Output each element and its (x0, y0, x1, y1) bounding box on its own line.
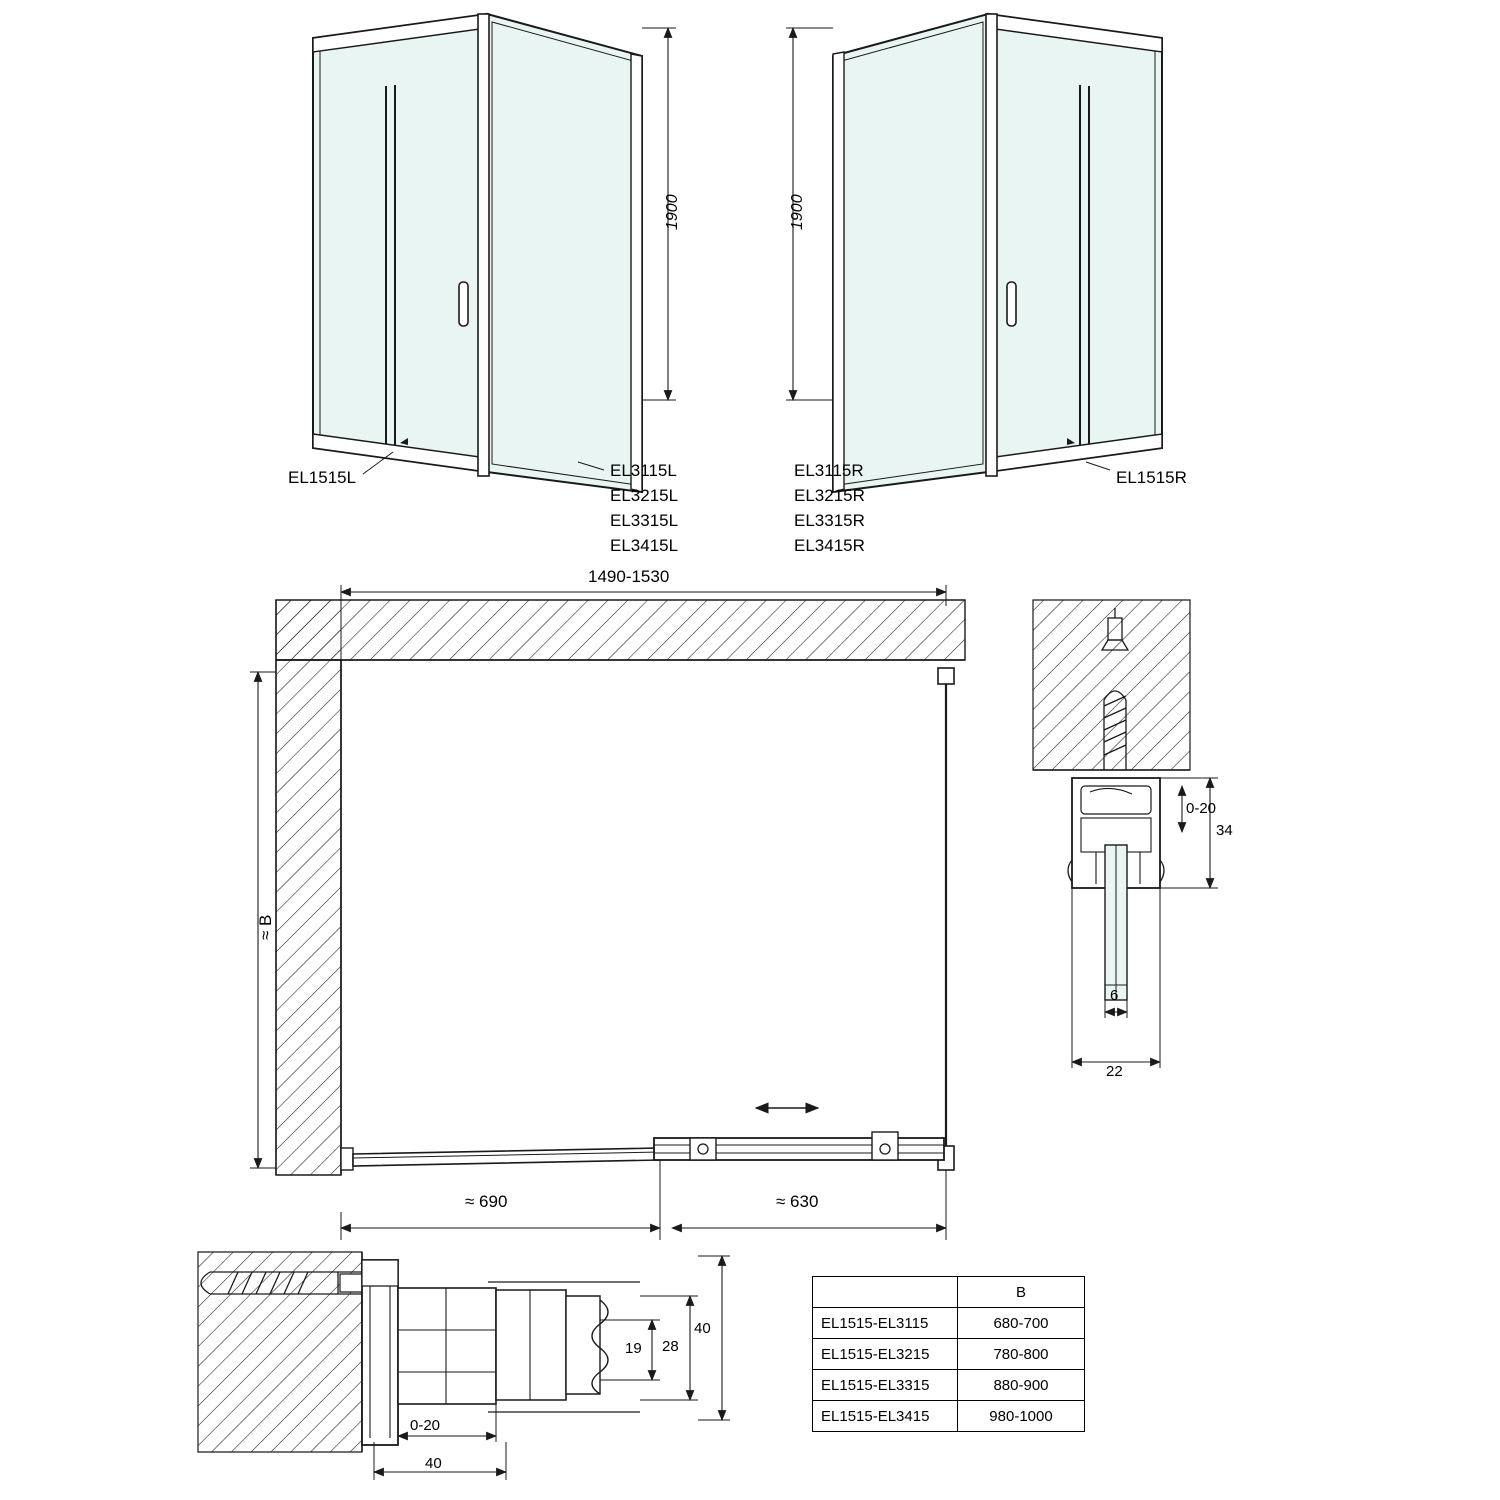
section-outer-dim: 40 (694, 1320, 711, 1337)
iso-left-label-el3215l: EL3215L (610, 486, 679, 505)
table-row (813, 1370, 1085, 1401)
table-cell-model: EL1515-EL3115 (813, 1308, 958, 1339)
iso-left-label-el3115l: EL3115L (610, 461, 677, 480)
iso-right-label-el3115r: EL3115R (794, 461, 864, 480)
table-cell-model: EL1515-EL3315 (813, 1370, 958, 1401)
table-header-b: B (958, 1277, 1085, 1308)
iso-right-label-el3415r: EL3415R (794, 536, 865, 555)
iso-left-height-dim: 1900 (664, 194, 681, 230)
plan-side-dimension: ≈ B (256, 914, 275, 940)
wall-profile-height-dim: 34 (1216, 822, 1233, 839)
table-cell-b: 980-1000 (958, 1401, 1085, 1432)
table-header-model (813, 1277, 958, 1308)
wall-profile-width-dim: 22 (1106, 1063, 1123, 1080)
table-cell-b: 680-700 (958, 1308, 1085, 1339)
iso-view-right (786, 14, 1162, 492)
table-header-row (813, 1277, 1085, 1308)
plan-top-dimension: 1490-1530 (588, 567, 670, 586)
table-row (813, 1308, 1085, 1339)
iso-left-label-el3315l: EL3315L (610, 511, 679, 530)
table-cell-model: EL1515-EL3415 (813, 1401, 958, 1432)
profile-detail-wall-mount (1033, 600, 1218, 1068)
profile-detail-section (198, 1252, 730, 1480)
plan-view (250, 585, 965, 1240)
iso-left-label-el3415l: EL3415L (610, 536, 679, 555)
section-width-dim: 40 (425, 1455, 442, 1472)
table-row (813, 1339, 1085, 1370)
dimension-table (812, 1276, 1085, 1432)
wall-profile-adjust-dim: 0-20 (1186, 800, 1217, 817)
iso-right-label-el3315r: EL3315R (794, 511, 865, 530)
wall-profile-glass-dim: 6 (1110, 987, 1119, 1004)
section-adjust-dim: 0-20 (410, 1417, 441, 1434)
table-row (813, 1401, 1085, 1432)
section-inner-dim: 19 (625, 1340, 642, 1357)
table-cell-b: 880-900 (958, 1370, 1085, 1401)
plan-bottom-dimension-left: ≈ 690 (465, 1192, 508, 1211)
iso-right-label-el1515r: EL1515R (1116, 468, 1187, 487)
section-mid-dim: 28 (662, 1338, 679, 1355)
iso-left-label-el1515l: EL1515L (288, 468, 357, 487)
table-cell-b: 780-800 (958, 1339, 1085, 1370)
iso-view-left (313, 14, 676, 492)
iso-right-height-dim: 1900 (789, 194, 806, 230)
table-cell-model: EL1515-EL3215 (813, 1339, 958, 1370)
plan-bottom-dimension-right: ≈ 630 (776, 1192, 819, 1211)
iso-right-label-el3215r: EL3215R (794, 486, 865, 505)
